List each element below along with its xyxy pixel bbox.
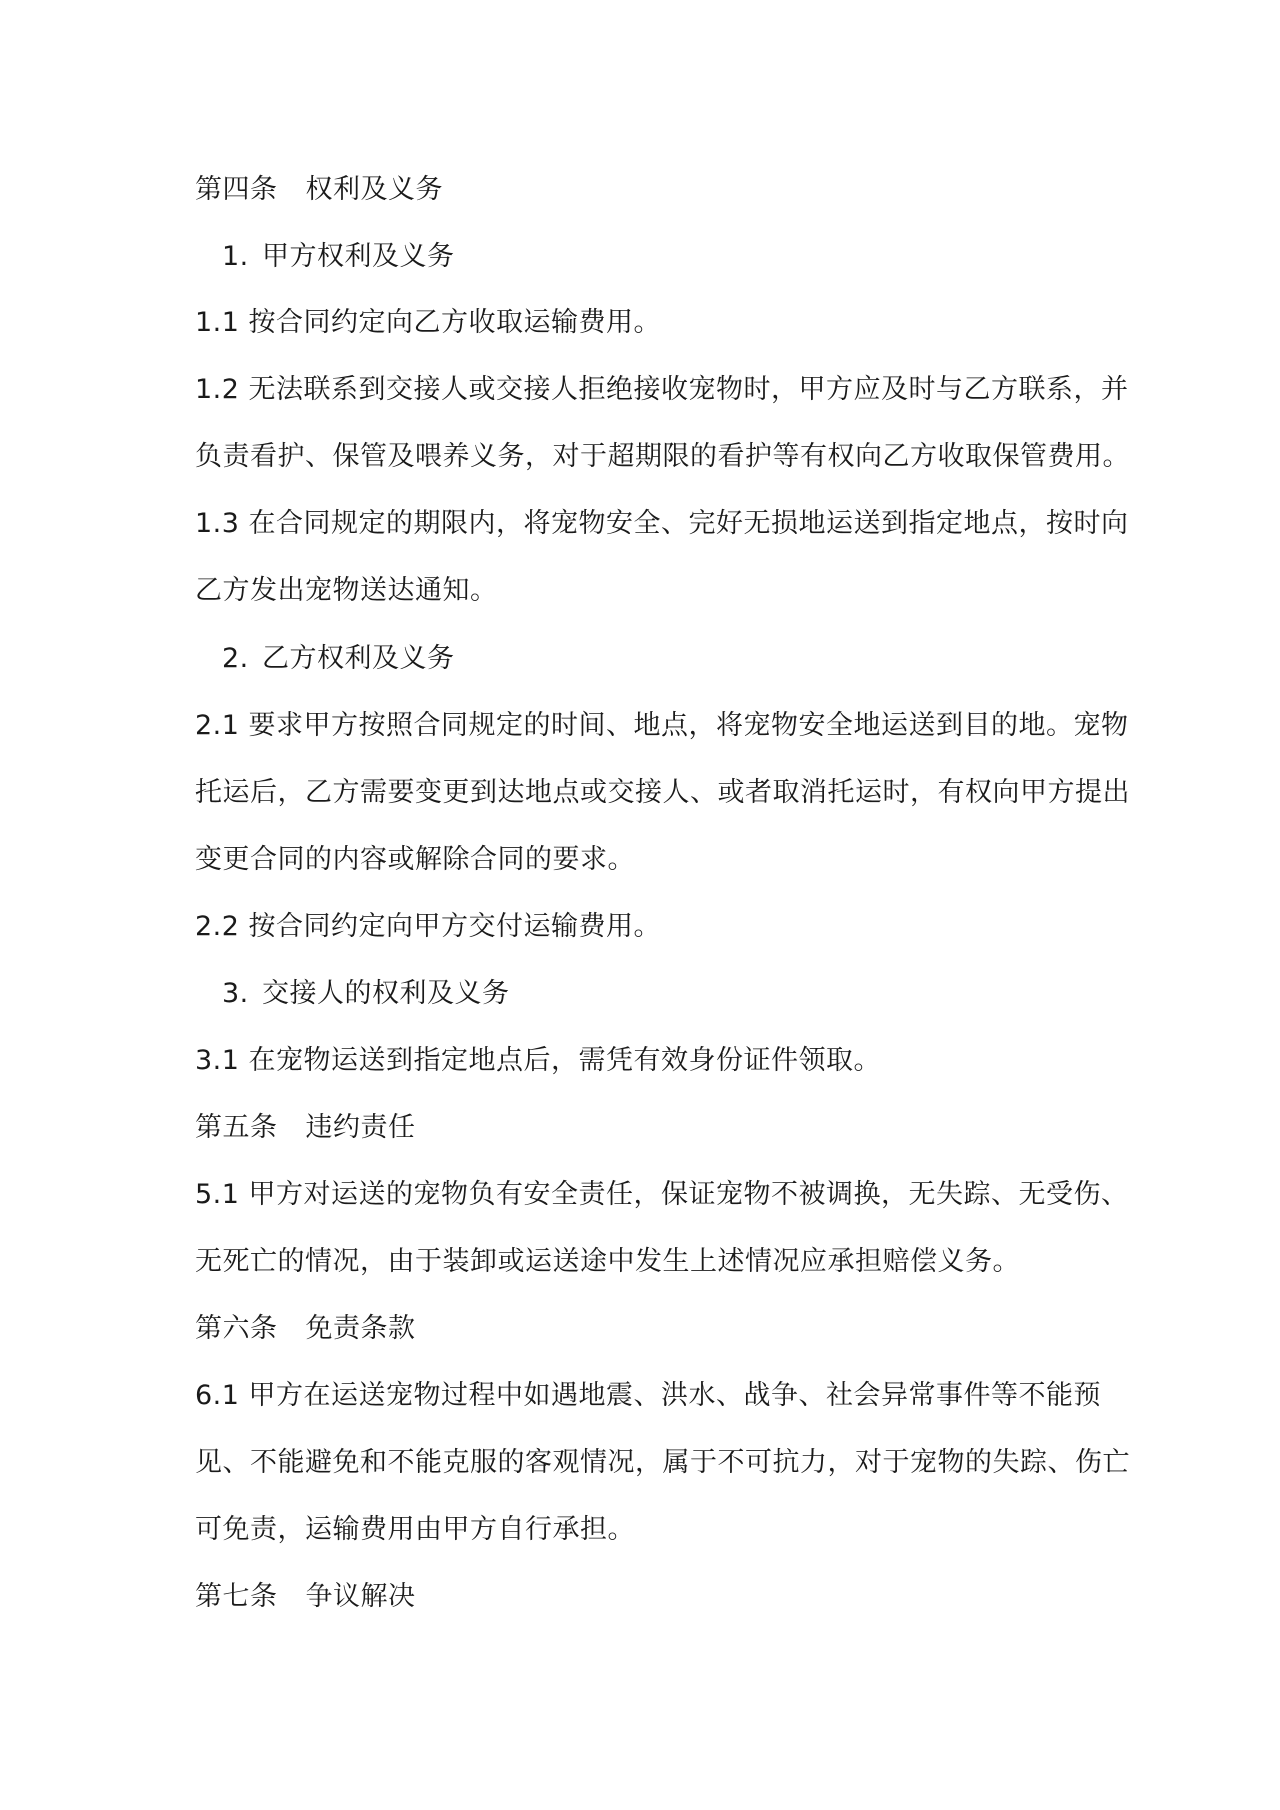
clause-1-3-line-1: 1.3 在合同规定的期限内，将宠物安全、完好无损地运送到指定地点，按时向 (195, 508, 1129, 539)
article-7-heading (195, 1577, 416, 1617)
clause-6-1-line-2: 见、不能避免和不能克服的客观情况，属于不可抗力，对于宠物的失踪、伤亡 (195, 1447, 1130, 1478)
article-title: 权利及义务 (305, 174, 443, 205)
article-number: 第七条 (195, 1581, 278, 1612)
article-title: 争议解决 (305, 1581, 416, 1612)
section-1-heading (222, 237, 455, 277)
clause-6-1-line-1: 6.1 甲方在运送宠物过程中如遇地震、洪水、战争、社会异常事件等不能预 (195, 1380, 1102, 1411)
section-2-heading (222, 639, 455, 679)
article-4-heading (195, 170, 443, 210)
clause-6-1-line-3: 可免责，运输费用由甲方自行承担。 (195, 1514, 635, 1545)
clause-2-1-line-3: 变更合同的内容或解除合同的要求。 (195, 844, 635, 875)
section-title: 交接人的权利及义务 (262, 978, 510, 1009)
clause-5-1-line-2: 无死亡的情况，由于装卸或运送途中发生上述情况应承担赔偿义务。 (195, 1246, 1020, 1277)
section-title: 甲方权利及义务 (262, 241, 455, 272)
clause-1-2-line-2: 负责看护、保管及喂养义务，对于超期限的看护等有权向乙方收取保管费用。 (195, 441, 1130, 472)
section-number: 2. (222, 643, 249, 674)
section-number: 1. (222, 241, 249, 272)
section-3-heading (222, 974, 510, 1014)
clause-2-1-line-1: 2.1 要求甲方按照合同规定的时间、地点，将宠物安全地运送到目的地。宠物 (195, 710, 1129, 741)
section-number: 3. (222, 978, 249, 1009)
clause-1-3-line-2: 乙方发出宠物送达通知。 (195, 575, 498, 606)
clause-1-2-line-1: 1.2 无法联系到交接人或交接人拒绝接收宠物时，甲方应及时与乙方联系，并 (195, 374, 1129, 405)
clause-3-1: 3.1 在宠物运送到指定地点后，需凭有效身份证件领取。 (195, 1045, 882, 1076)
article-number: 第六条 (195, 1313, 278, 1344)
clause-5-1-line-1: 5.1 甲方对运送的宠物负有安全责任，保证宠物不被调换，无失踪、无受伤、 (195, 1179, 1129, 1210)
section-title: 乙方权利及义务 (262, 643, 455, 674)
article-6-heading (195, 1309, 416, 1349)
article-number: 第五条 (195, 1112, 278, 1143)
clause-1-1: 1.1 按合同约定向乙方收取运输费用。 (195, 307, 662, 338)
article-5-heading (195, 1108, 416, 1148)
article-number: 第四条 (195, 174, 278, 205)
clause-2-2: 2.2 按合同约定向甲方交付运输费用。 (195, 911, 662, 942)
article-title: 免责条款 (305, 1313, 416, 1344)
clause-2-1-line-2: 托运后，乙方需要变更到达地点或交接人、或者取消托运时，有权向甲方提出 (195, 777, 1130, 808)
article-title: 违约责任 (305, 1112, 416, 1143)
